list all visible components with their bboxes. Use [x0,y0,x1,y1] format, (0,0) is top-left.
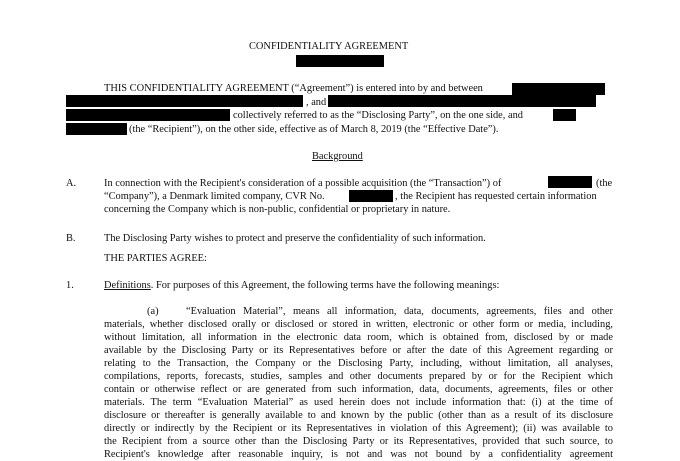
intro-line-4: (the “Recipient”), on the other side, effective as of March 8, 2019 (the “Effective Date”). [129,124,499,135]
para-a-line: compilations, reports, forecasts, studies, samples and other documents prepared by or for the Recipient which [104,371,613,382]
para-a-line: Recipient's knowledge after reasonable inquiry, is not and was not bound by a confidentiality agreement [104,449,613,460]
redaction-bar [66,123,127,135]
para-a-line: available by the Disclosing Party or its Representatives before or after the date of this Agreement regarding or [104,345,613,356]
para-a-line: “Evaluation Material”, means all information, data, documents, agreements, files and other [186,306,613,317]
redaction-bar [66,95,303,107]
intro-line-3: collectively referred to as the “Disclosing Party”, on the one side, and [233,110,523,121]
recital-b-text: The Disclosing Party wishes to protect and preserve the confidentiality of such information. [104,233,486,244]
recital-a-line-3: concerning the Company which is non-public, confidential or proprietary in nature. [104,204,451,215]
section-1-text: . For purposes of this Agreement, the following terms have the following meanings: [150,280,500,291]
para-a-line: without limitation, all information in the electronic data room, which is obtained from, disclosed by or made [104,332,613,343]
section-1-heading: Definitions [104,280,151,291]
para-a-line: materials, whether disclosed orally or disclosed or stored in written, electronic or other form or media, including, [104,319,613,330]
redaction-bar [512,83,605,95]
redaction-bar [66,109,230,121]
redaction-bar [328,95,596,107]
para-a-line: directly or indirectly by the Recipient or its Representatives in violation of this Agreement); (ii) was available to [104,423,613,434]
para-a-line: materials. The term “Evaluation Material” as used herein does not include information that: (i) at the time of [104,397,613,408]
background-heading: Background [312,151,363,162]
document-title: CONFIDENTIALITY AGREEMENT [249,41,409,52]
recital-a-line-1b: (the [596,178,613,189]
intro-line-2: , and [306,97,327,108]
recital-a-line-2: “Company”), a Denmark limited company, CVR No. [104,191,325,202]
para-a-line: relating to the Transaction, the Company or the Disclosing Party, including, without limitation, all analyses, [104,358,613,369]
section-1-title [104,280,499,292]
redaction-bar [553,109,576,121]
recital-b-marker: B. [66,233,76,244]
recital-a-marker: A. [66,178,77,189]
recital-a-line-1: In connection with the Recipient's consideration of a possible acquisition (the “Transaction”) of [104,178,502,189]
recital-a-line-2b: , the Recipient has requested certain information [395,191,597,202]
redaction-bar [296,55,384,67]
para-a-line: the Recipient from a source other than the Disclosing Party or its Representatives, provided that such source, to [104,436,613,447]
intro-line-1: THIS CONFIDENTIALITY AGREEMENT (“Agreement”) is entered into by and between [104,83,483,94]
redaction-bar [349,190,393,202]
para-a-line: disclosure or thereafter is generally available to and known by the public (other than as a result of its disclosure [104,410,613,421]
redaction-bar [548,176,592,188]
para-a-line: contain or otherwise reflect or are generated from such information, data, documents, agreements, files or other [104,384,613,395]
parties-agree: THE PARTIES AGREE: [104,253,207,264]
section-1-number: 1. [66,280,74,291]
para-a-marker: (a) [147,306,159,317]
